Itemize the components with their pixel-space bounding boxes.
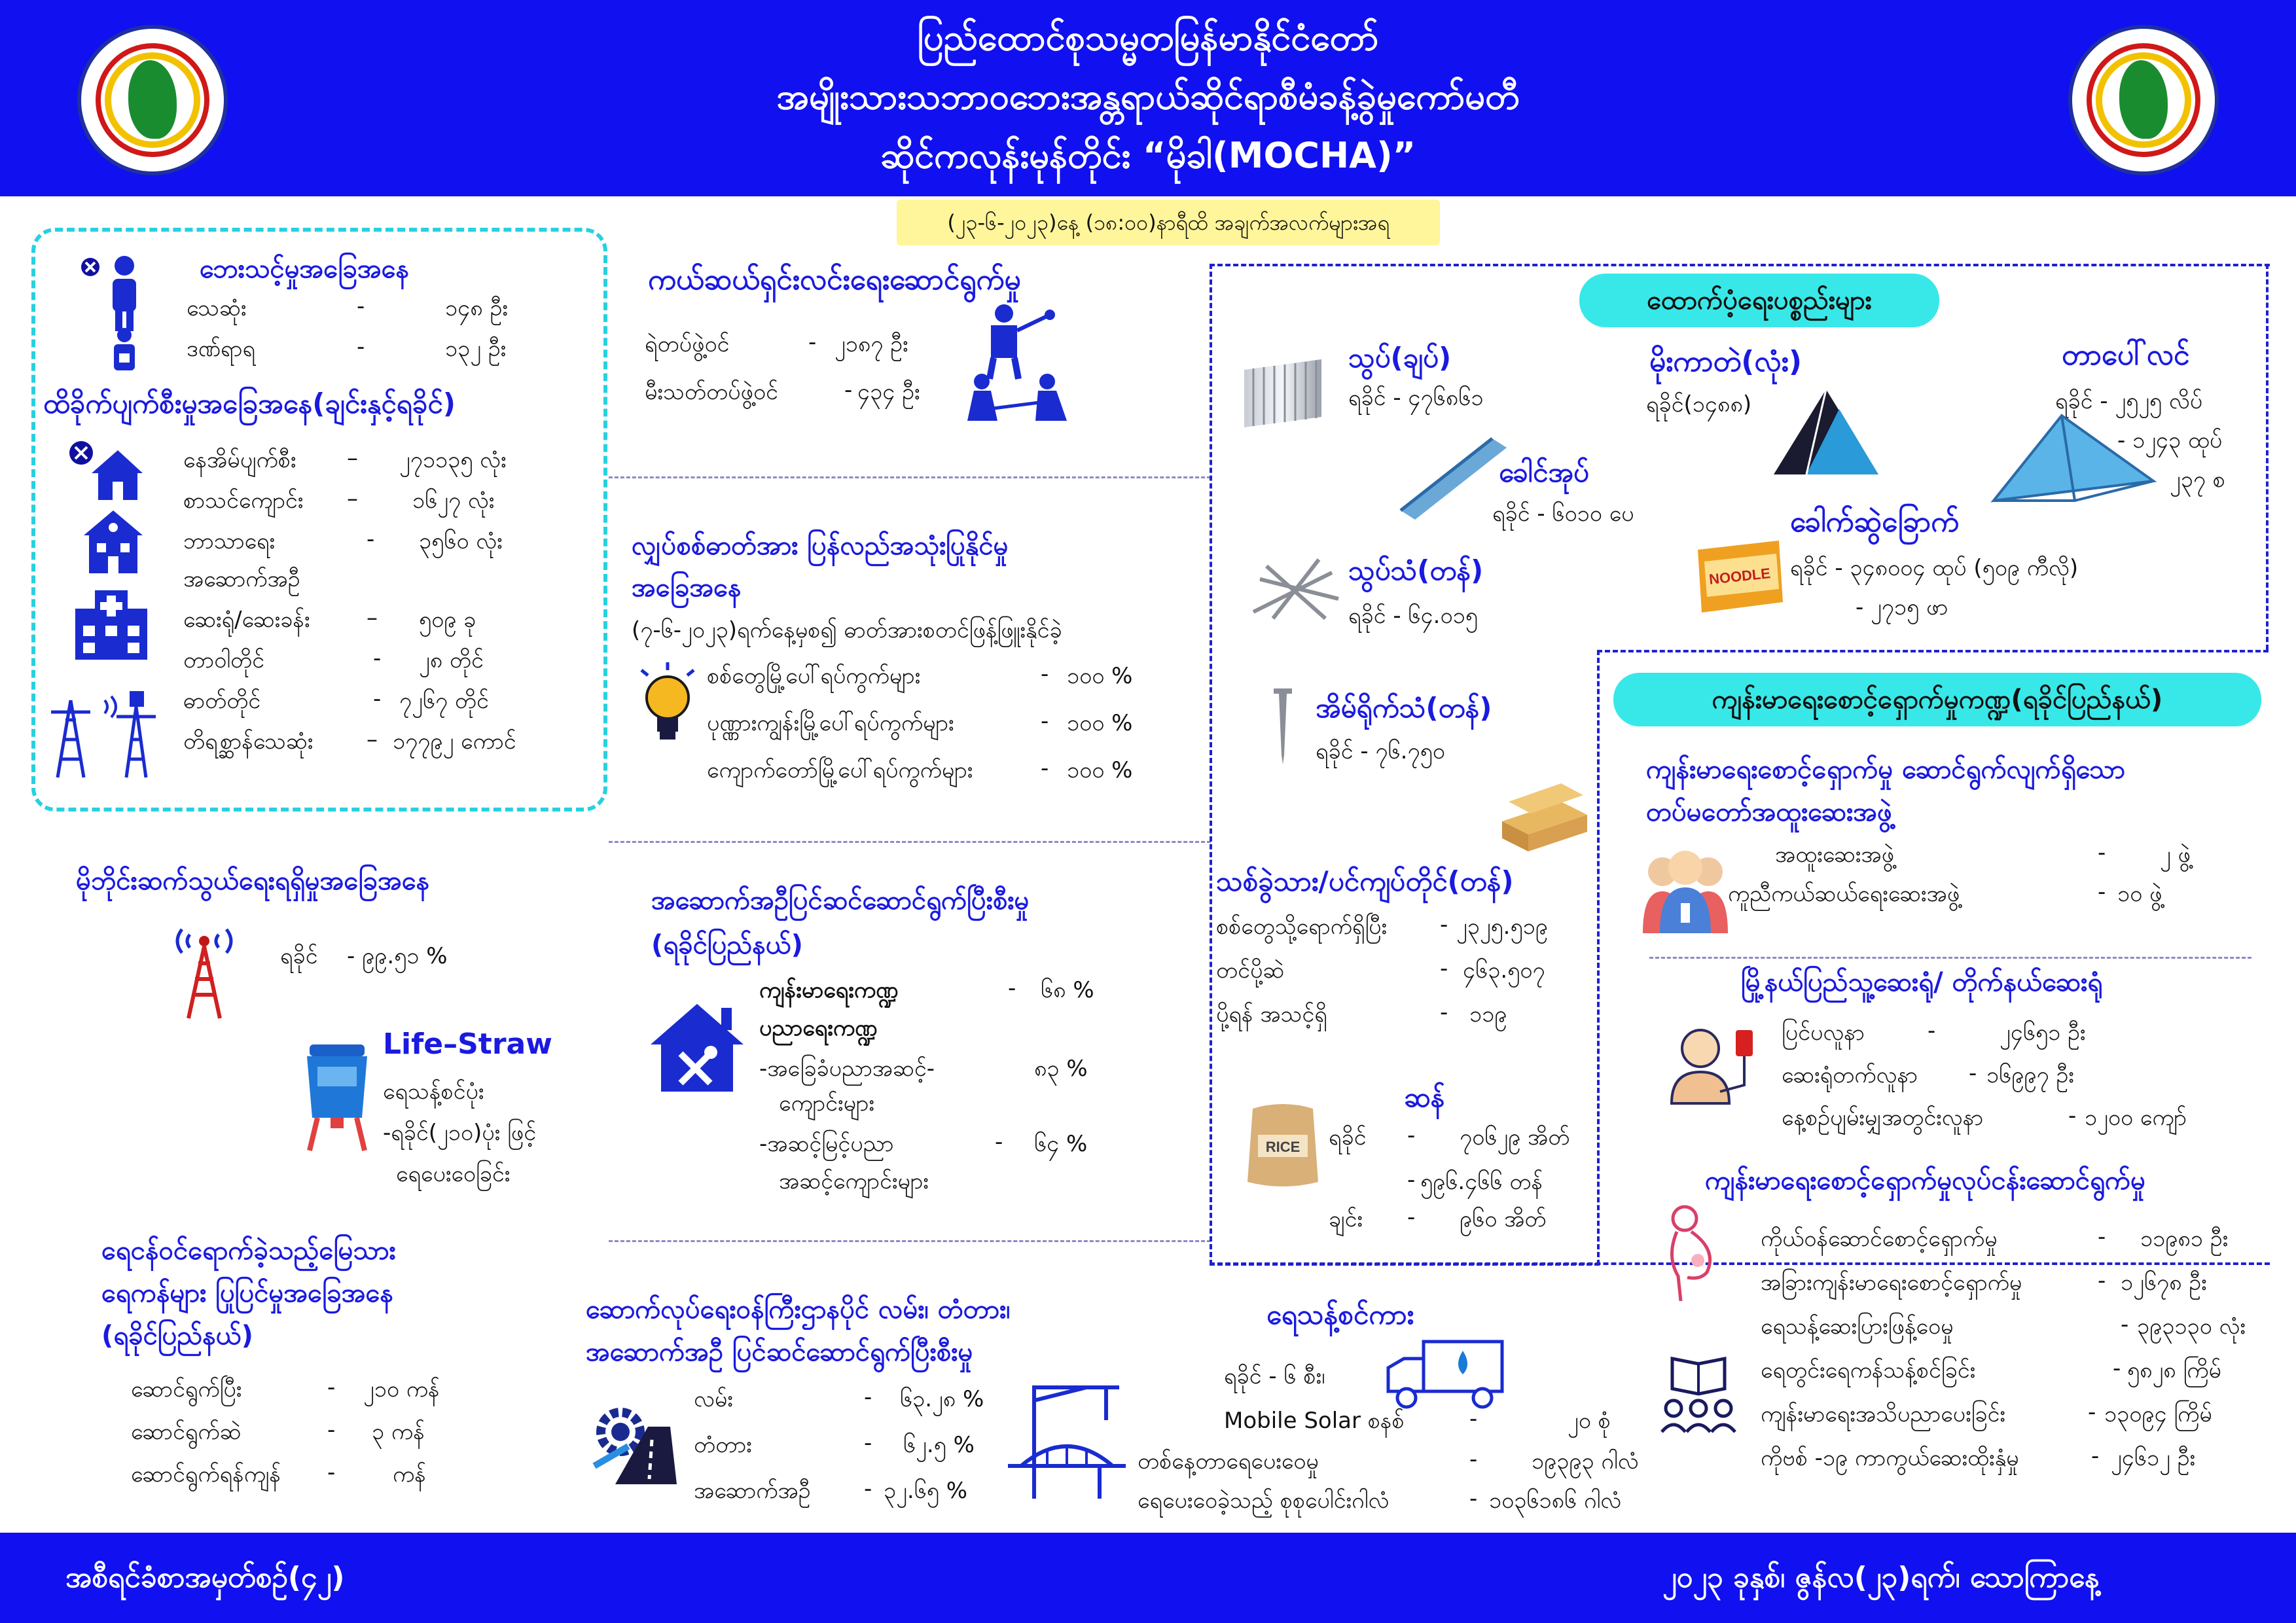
ponds-title-line2: ရေကန်များ ပြုပြင်မှုအခြေအနေ (101, 1278, 393, 1308)
timber-row-label: စစ်တွေသို့ရောက်ရှိပြီး (1216, 914, 1388, 940)
date-note: (၂၃-၆-၂၀၂၃)နေ့ (၁၈:၀၀)နာရီထိ အချက်အလက်များအရ (897, 200, 1440, 245)
services-row-value: ၅၈၂၈ ကြိမ် (2127, 1357, 2221, 1383)
services-row-value: ၃၉၃၁၃၀ လုံး (2137, 1313, 2246, 1340)
supplies-title: ထောက်ပံ့ရေးပစ္စည်းများ (1579, 274, 1939, 327)
noodle-name: ခေါက်ဆွဲခြောက် (1790, 505, 1960, 539)
rescue-workers-icon (962, 298, 1073, 425)
rice-name: ဆန် (1404, 1081, 1445, 1113)
daily-supply-label: တစ်နေ့တာရေပေးဝေမှု (1138, 1448, 1319, 1474)
buildings-row-value: ၆၈ % (1041, 977, 1094, 1003)
zinc-name: သွပ်(ချပ်) (1348, 342, 1452, 374)
damage-row-sep: - (367, 526, 375, 552)
damage-row-sep: – (367, 605, 378, 631)
buildings-row-label: -အခြေခံပညာအဆင့်- (759, 1056, 935, 1082)
services-row-sep: - (2121, 1311, 2129, 1338)
roofing-nail-icon (1270, 687, 1296, 768)
total-supply-value: ၁၀၃၆၁၈၆ ဂါလံ (1489, 1488, 1622, 1514)
solar-sep: - (1469, 1406, 1478, 1432)
victims-row-value: ၁၄၈ ဦး (445, 295, 508, 321)
damage-row-value: ၁၆၂၇ လုံး (412, 488, 495, 514)
power-row-sep: - (1041, 708, 1049, 734)
tarpaulin-line2: - ၁၂၄၃ ထုပ် (2117, 427, 2223, 454)
hospital-row-label: ပြင်ပလူနာ (1782, 1020, 1865, 1046)
buildings-row-label: ပညာရေးကဏ္ဍ (759, 1015, 878, 1041)
supplies-panel-edge (1597, 650, 2269, 652)
infra-row-sep: - (864, 1430, 872, 1456)
damage-row-label: အဆောက်အဦ (183, 566, 300, 592)
mobile-label: ရခိုင် (280, 943, 318, 969)
lightbulb-icon (635, 661, 700, 749)
health-teams-row-sep: - (2098, 879, 2106, 905)
power-row-label: စစ်တွေမြို့ပေါ်ရပ်ကွက်များ (707, 663, 921, 689)
buildings-title-line2: (ရခိုင်ပြည်နယ်) (651, 930, 803, 960)
timber-row-value: ၂၃၂၅.၅၁၉ (1456, 914, 1548, 940)
tent-name: မိုးကာတဲ(လုံး) (1649, 345, 1802, 378)
infra-row-value: ၃၂.၆၅ % (884, 1478, 967, 1504)
hospital-row-sep: - (1928, 1018, 1936, 1044)
services-row-value: ၁၃၀၉၄ ကြိမ် (2104, 1401, 2212, 1427)
hospital-row-sep: - (2068, 1103, 2077, 1129)
tarp-shelter-icon (1990, 409, 2160, 510)
gear-road-icon (589, 1400, 694, 1488)
health-teams-row-label: ကူညီကယ်ဆယ်ရေးဆေးအဖွဲ့ (1728, 881, 1960, 907)
damage-row-sep: – (367, 726, 378, 753)
cell-tower-icon (169, 916, 241, 1024)
ponds-row-label: ဆောင်ရွက်ပြီး (131, 1376, 242, 1402)
damage-row-label: ဘာသာရေး (183, 528, 276, 554)
services-row-label: ရေတွင်းရေကန်သန့်စင်ခြင်း (1761, 1357, 1976, 1383)
buildings-row-label: -အဆင့်မြင့်ပညာ (759, 1131, 894, 1157)
power-title-line2: အခြေအနေ (632, 573, 742, 603)
daily-supply-value: ၁၉၃၉၃ ဂါလံ (1532, 1448, 1639, 1474)
victims-row-value: ၁၃၂ ဦး (445, 336, 507, 362)
damage-row-value: ၅၀၉ ခု (419, 607, 476, 633)
rescue-row-sep: - (808, 329, 817, 355)
hospital-row-label: နေ့စဉ်ပျမ်းမျှအတွင်းလူနာ (1782, 1105, 1984, 1131)
services-row-label: ကိုဗစ် -၁၉ ကာကွယ်ဆေးထိုးနှံမှု (1761, 1445, 2019, 1471)
tarpaulin-line1: ရခိုင် - ၂၅၂၅ လိပ် (2055, 388, 2203, 414)
damage-row-label: တိရစ္ဆာန်သေဆုံး (183, 728, 314, 755)
buildings-row-sep: - (995, 1129, 1003, 1155)
noodle-line1: ရခိုင် - ၃၄၈၀၀၄ ထုပ် (၅၀၉ ကီလို) (1790, 555, 2079, 581)
noodle-line2: - ၂၇၁၅ ဖာ (1856, 594, 1948, 620)
noodle-pack-text: NOODLE (1708, 565, 1772, 588)
buildings-title-line1: အဆောက်အဦပြင်ဆင်ဆောင်ရွက်ပြီးစီးမှု (651, 885, 1030, 916)
rescue-row-label: မီးသတ်တပ်ဖွဲ့ဝင် (645, 379, 778, 405)
damage-row-sep: - (373, 645, 382, 671)
nails-icon (1247, 553, 1345, 628)
tarpaulin-line3: ၂၃၇ စ (2170, 467, 2225, 493)
header-title-line3: ဆိုင်ကလုန်းမုန်တိုင်း “မိုခါ(MOCHA)” (880, 135, 1416, 176)
health-teams-row-value: ၂ ဖွဲ့ (2160, 842, 2191, 868)
rice-row-label: ချင်း (1329, 1206, 1363, 1232)
tarpaulin-name: တာပေါ်လင် (2062, 338, 2190, 372)
hospital-row-value: ၁၂၀၀ ကျော် (2085, 1105, 2187, 1131)
services-row-label: ကျန်းမာရေးအသိပညာပေးခြင်း (1761, 1401, 2006, 1427)
zinc-line: ရခိုင် - ၄၇၆၈၆၁ (1348, 385, 1484, 411)
report-number: အစီရင်ခံစာအမှတ်စဉ်(၄၂) (65, 1561, 345, 1594)
rice-row-sep: - (1407, 1204, 1416, 1230)
person-casualty-icon (79, 254, 151, 335)
ridge-name: ခေါင်အုပ် (1499, 456, 1589, 488)
section-divider (609, 1240, 1211, 1242)
services-row-label: ကိုယ်ဝန်ဆောင်စောင့်ရှောက်မှု (1761, 1226, 1998, 1252)
hospital-row-label: ဆေးရုံတက်လူနာ (1782, 1062, 1918, 1088)
power-tower-icon (51, 687, 162, 781)
buildings-row-label: ကျန်းမာရေးကဏ္ဍ (759, 977, 899, 1003)
timber-icon (1496, 776, 1594, 857)
rescue-row-value: ၂၁၈၇ ဦး (834, 331, 908, 357)
health-teams-title-line2: တပ်မတော်အထူးဆေးအဖွဲ့ (1646, 797, 1892, 827)
buildings-row-sep: - (1008, 975, 1016, 1001)
services-row-value: ၁၁၉၈၁ ဦး (2140, 1226, 2229, 1252)
power-row-sep: - (1041, 661, 1049, 687)
report-date: ၂၀၂၃ ခုနှစ်၊ ဇွန်လ(၂၃)ရက်၊ သောကြာနေ့ (1662, 1561, 2100, 1594)
services-title: ကျန်းမာရေးစောင့်ရှောက်မှုလုပ်ငန်းဆောင်ရွက်မှု (1705, 1166, 2146, 1196)
victims-row-label: ဒဏ်ရာရ (187, 336, 256, 362)
services-row-sep: - (2098, 1268, 2106, 1294)
ponds-title-line1: ရေငန်ဝင်ရောက်ခဲ့သည့်မြေသား (101, 1236, 396, 1266)
hospital-icon (69, 589, 154, 664)
header-title-line1: ပြည်ထောင်စုသမ္မတမြန်မာနိုင်ငံတော် (917, 17, 1379, 58)
rescue-title: ကယ်ဆယ်ရှင်းလင်းရေးဆောင်ရွက်မှု (648, 263, 1021, 296)
services-row-label: အခြားကျန်းမာရေးစောင့်ရှောက်မှု (1761, 1270, 2022, 1296)
health-teams-row-sep: - (2098, 840, 2106, 866)
rescue-row-sep: - (844, 377, 853, 403)
ponds-row-value: ကန် (393, 1461, 426, 1488)
buildings-row-label: ကျောင်းများ (779, 1090, 874, 1116)
power-row-value: ၁၀၀ % (1067, 663, 1133, 689)
patient-iv-icon (1668, 1026, 1759, 1107)
rescue-row-value: ၄၃၄ ဦး (857, 379, 920, 405)
health-teams-row-value: ၁၀ ဖွဲ့ (2117, 881, 2162, 907)
infra-row-label: တံတား (694, 1432, 752, 1458)
section-divider (1649, 957, 2251, 959)
water-truck-line1: ရခိုင် - ၆ စီး၊ (1224, 1363, 1325, 1389)
damage-row-value: ၁၇၇၉၂ ကောင် (393, 728, 516, 755)
mobile-value: - ၉၉.၅၁ % (347, 943, 448, 969)
total-supply-label: ရေပေးဝေခဲ့သည့် စုစုပေါင်းဂါလံ (1138, 1488, 1390, 1514)
hospital-row-value: ၁၆၉၉၇ ဦး (1986, 1062, 2074, 1088)
infra-row-label: လမ်း (694, 1386, 733, 1412)
ponds-row-sep: - (327, 1417, 336, 1443)
power-row-label: ကျောက်တော်မြို့ပေါ်ရပ်ကွက်များ (707, 757, 973, 783)
rescue-row-label: ရဲတပ်ဖွဲ့ဝင် (645, 331, 730, 357)
services-row-sep: - (2113, 1355, 2121, 1382)
timber-row-sep: - (1440, 955, 1448, 982)
timber-row-label: ပို့ရန် အသင့်ရှိ (1216, 1001, 1327, 1027)
section-divider (609, 476, 1211, 478)
water-filter-bucket-icon (298, 1041, 376, 1154)
tent-icon (1767, 383, 1885, 484)
nails-name: သွပ်သံ(တန်) (1348, 554, 1484, 586)
section-divider (609, 841, 1211, 843)
rice-row-value: ၉၆၀ အိတ် (1460, 1206, 1547, 1232)
timber-row-value: ၄၆၃.၅၀၇ (1463, 957, 1545, 984)
rice-row-value: ၅၉၆.၄၆၆ တန် (1420, 1169, 1543, 1195)
pregnant-woman-icon (1655, 1204, 1727, 1305)
solar-label: Mobile Solar စနစ် (1224, 1408, 1405, 1434)
buildings-row-label: အဆင့်ကျောင်းများ (779, 1168, 929, 1194)
buildings-row-value: ၆၄ % (1034, 1131, 1088, 1157)
power-row-value: ၁၀၀ % (1067, 757, 1133, 783)
total-supply-sep: - (1469, 1486, 1478, 1512)
health-teams-row-label: အထူးဆေးအဖွဲ့ (1775, 842, 1894, 868)
infra-row-value: ၆၂.၅ % (903, 1432, 975, 1458)
supplies-panel-edge (2266, 264, 2269, 650)
timber-name: သစ်ခွဲသား/ပင်ကျပ်တိုင်(တန်) (1216, 865, 1514, 897)
services-row-sep: - (2091, 1443, 2100, 1469)
iron-nails-line: ရခိုင် - ၇၆.၇၅၀ (1316, 738, 1445, 764)
iron-nails-name: အိမ်ရိုက်သံ(တန်) (1316, 692, 1492, 724)
damage-row-value: ၇၂၆၇ တိုင် (399, 688, 489, 714)
health-teams-title-line1: ကျန်းမာရေးစောင့်ရှောက်မှု ဆောင်ရွက်လျက်ရှိသော (1646, 755, 2125, 785)
timber-row-value: ၁၁၉ (1469, 1001, 1507, 1027)
damage-row-label: ဓာတ်တိုင် (183, 688, 261, 714)
victims-row-sep: - (357, 334, 365, 360)
power-row-label: ပုဏ္ဏားကျွန်းမြို့ပေါ်ရပ်ကွက်များ (707, 710, 954, 736)
rice-row-sep: - (1407, 1167, 1416, 1193)
mobile-title: မိုဘိုင်းဆက်သွယ်ရေးရရှိမှုအခြေအနေ (76, 866, 430, 896)
ponds-row-sep: - (327, 1374, 336, 1400)
school-icon (77, 509, 149, 577)
ponds-row-value: ၂၁၀ ကန် (363, 1376, 440, 1402)
damage-row-label: နေအိမ်ပျက်စီး (183, 447, 296, 473)
ponds-row-sep: - (327, 1459, 336, 1486)
power-title-line1: လျှပ်စစ်ဓာတ်အား ပြန်လည်အသုံးပြုနိုင်မှု (632, 531, 1009, 561)
victims-title: ဘေးသင့်မှုအခြေအနေ (200, 254, 410, 284)
noodle-pack-icon (1694, 537, 1785, 618)
damage-row-label: စာသင်ကျောင်း (183, 488, 304, 514)
buildings-row-value: ၈၃ % (1034, 1056, 1088, 1082)
infra-title-line1: ဆောက်လုပ်ရေးဝန်ကြီးဌာနပိုင် လမ်း၊ တံတား၊ (586, 1294, 1011, 1325)
infra-row-sep: - (864, 1384, 872, 1410)
damage-row-sep: - (373, 686, 382, 712)
lifestraw-line3: ရေပေးဝေခြင်း (396, 1161, 511, 1187)
damage-row-value: ၂၇၁၁၃၅ လုံး (399, 447, 507, 473)
water-truck-title: ရေသန့်စင်ကား (1266, 1298, 1414, 1330)
rice-row-label: ရခိုင် (1329, 1124, 1367, 1150)
injured-person-icon (105, 327, 144, 376)
ponds-title-line3: (ရခိုင်ပြည်နယ်) (101, 1321, 253, 1351)
rice-row-sep: - (1407, 1122, 1416, 1149)
damage-row-value: ၂၈ တိုင် (419, 647, 484, 673)
committee-emblem-left (77, 25, 228, 175)
services-row-sep: - (2088, 1399, 2096, 1425)
services-row-sep: - (2098, 1224, 2106, 1250)
house-repair-tools-icon (648, 1001, 746, 1096)
nails-line: ရခိုင် - ၆၄.၀၁၅ (1348, 603, 1478, 629)
services-row-label: ရေသန့်ဆေးပြားဖြန့်ဝေမှု (1761, 1313, 1954, 1340)
services-row-value: ၁၂၆၇၈ ဦး (2121, 1270, 2207, 1296)
hospital-title: မြို့နယ်ပြည်သူ့ဆေးရုံ/ တိုက်နယ်ဆေးရုံ (1741, 967, 2103, 997)
lifestraw-line1: ရေသန့်စင်ပုံး (383, 1079, 484, 1105)
timber-row-sep: - (1440, 912, 1448, 938)
ponds-row-label: ဆောင်ရွက်ရန်ကျန် (131, 1461, 281, 1488)
damage-row-label: တာဝါတိုင် (183, 647, 265, 673)
ponds-row-label: ဆောင်ရွက်ဆဲ (131, 1419, 242, 1445)
health-title: ကျန်းမာရေးစောင့်ရှောက်မှုကဏ္ဍ(ရခိုင်ပြည်နယ်) (1613, 673, 2261, 726)
rice-bag-text: RICE (1265, 1139, 1300, 1155)
services-row-value: ၂၄၆၁၂ ဦး (2111, 1445, 2196, 1471)
infra-title-line2: အဆောက်အဦ ပြင်ဆင်ဆောင်ရွက်ပြီးစီးမှု (586, 1337, 973, 1367)
medical-team-icon (1636, 844, 1734, 938)
tent-line: ရခိုင်(၁၄၈၈) (1646, 391, 1752, 418)
supplies-panel-edge (1210, 1263, 1600, 1266)
power-row-sep: - (1041, 755, 1049, 781)
damage-title: ထိခိုက်ပျက်စီးမှုအခြေအနေ(ချင်းနှင့်ရခိုင်) (43, 387, 456, 419)
committee-emblem-right (2068, 25, 2219, 175)
lifestraw-title: Life–Straw (383, 1027, 552, 1061)
bridge-crane-icon (1008, 1381, 1126, 1508)
health-education-icon (1659, 1355, 1738, 1436)
power-row-value: ၁၀၀ % (1067, 710, 1133, 736)
ponds-row-value: ၃ ကန် (372, 1419, 425, 1445)
timber-row-label: တင်ပို့ဆဲ (1216, 957, 1285, 984)
victims-row-sep: - (357, 293, 365, 319)
ridge-line: ရခိုင် - ၆၀၁၀ ပေ (1492, 501, 1634, 527)
supplies-panel-edge (1597, 650, 1600, 1265)
water-truck-icon (1384, 1335, 1509, 1416)
zinc-sheet-icon (1240, 357, 1325, 431)
rice-bag-icon (1244, 1099, 1322, 1194)
header-title-line2: အမျိုးသားသဘာဝဘေးအန္တရာယ်ဆိုင်ရာစီမံခန့်ခွဲမှုကော်မတီ (776, 76, 1520, 117)
power-subtitle: (၇-၆-၂၀၂၃)ရက်နေ့မှစ၍ ဓာတ်အားစတင်ဖြန့်ဖြူးနိုင်ခဲ့ (632, 617, 1062, 643)
lifestraw-line2: -ရခိုင်(၂၁၀)ပုံး ဖြင့် (383, 1120, 537, 1146)
damage-row-sep: – (347, 486, 358, 512)
damaged-house-icon (65, 437, 144, 505)
infra-row-value: ၆၃.၂၈ % (900, 1386, 984, 1412)
rice-row-value: ၇၀၆၂၉ အိတ် (1460, 1124, 1570, 1150)
hospital-row-sep: - (1969, 1060, 1977, 1086)
hospital-row-value: ၂၄၆၅၁ ဦး (2000, 1020, 2086, 1046)
damage-row-label: ဆေးရုံ/ဆေးခန်း (183, 607, 310, 633)
daily-supply-sep: - (1469, 1446, 1478, 1472)
infra-row-sep: - (864, 1476, 872, 1502)
solar-value: ၂၀ စုံ (1568, 1408, 1611, 1434)
damage-row-sep: – (347, 445, 358, 471)
infra-row-label: အဆောက်အဦ (694, 1478, 811, 1504)
victims-row-label: သေဆုံး (187, 295, 247, 321)
damage-row-value: ၃၅၆၀ လုံး (419, 528, 503, 554)
timber-row-sep: - (1440, 999, 1448, 1026)
